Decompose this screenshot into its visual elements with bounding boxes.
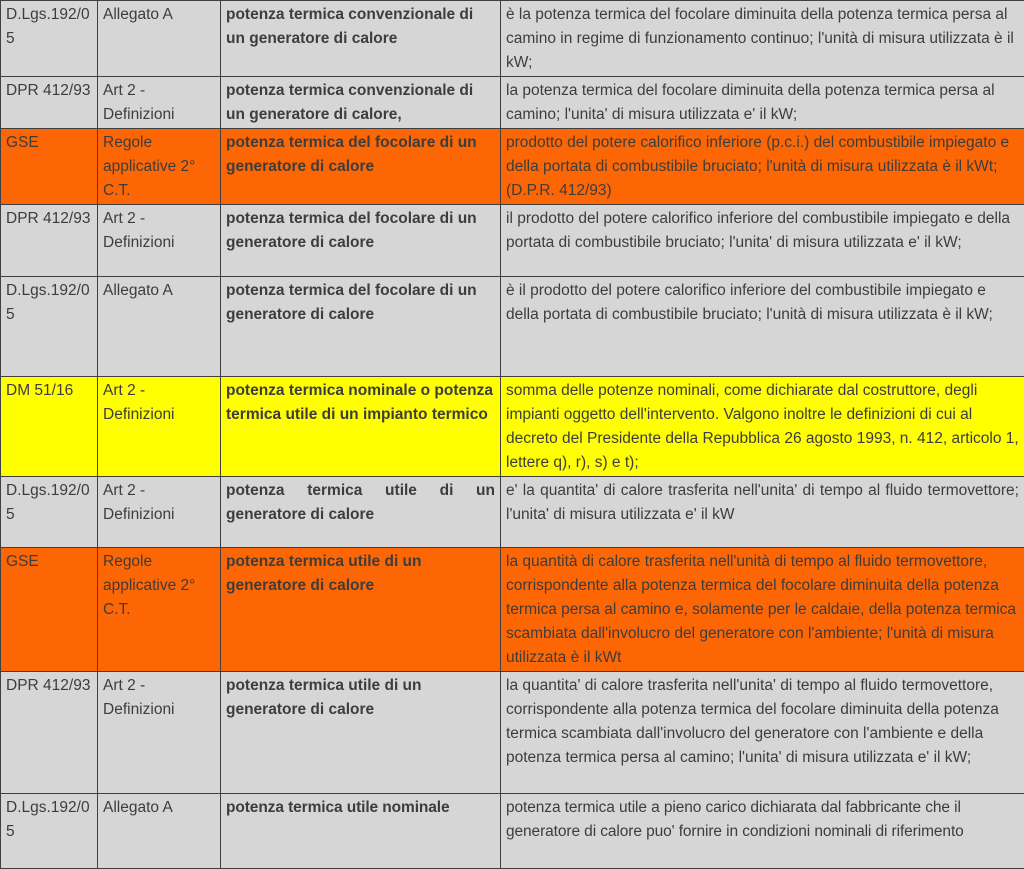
cell-term: potenza termica utile di un generatore di calore [221, 548, 501, 672]
cell-definition: il prodotto del potere calorifico inferiore del combustibile impiegato e della portata di combustibile bruciato; l'unita' di misura utilizzata e' il kW; [501, 205, 1024, 277]
cell-term: potenza termica utile di un generatore di calore [221, 672, 501, 794]
cell-definition: potenza termica utile a pieno carico dichiarata dal fabbricante che il generatore di calore puo' fornire in condizioni nominali di riferimento [501, 794, 1024, 869]
cell-source: DM 51/16 [1, 377, 98, 477]
table-row [1, 377, 1024, 477]
table-row [1, 205, 1024, 277]
table-row [1, 672, 1024, 794]
cell-source: D.Lgs.192/05 [1, 477, 98, 548]
cell-term: potenza termica utile nominale [221, 794, 501, 869]
cell-term: potenza termica del focolare di un generatore di calore [221, 205, 501, 277]
table-row [1, 1, 1024, 77]
cell-term: potenza termica del focolare di un generatore di calore [221, 277, 501, 377]
cell-definition: la quantita' di calore trasferita nell'unita' di tempo al fluido termovettore, corrispondente alla potenza termica del focolare diminuita della potenza termica scambiata dall'involucro del generatore con l'ambiente e della potenza termica persa al camino; l'unita' di misura utilizzata e' il kW; [501, 672, 1024, 794]
cell-reference: Art 2 - Definizioni [98, 77, 221, 129]
cell-source: D.Lgs.192/05 [1, 794, 98, 869]
cell-definition: è la potenza termica del focolare diminuita della potenza termica persa al camino in regime di funzionamento continuo; l'unità di misura utilizzata è il kW; [501, 1, 1024, 77]
table-row [1, 548, 1024, 672]
cell-reference: Art 2 - Definizioni [98, 672, 221, 794]
cell-source: D.Lgs.192/05 [1, 277, 98, 377]
cell-reference: Art 2 - Definizioni [98, 205, 221, 277]
cell-definition: è il prodotto del potere calorifico inferiore del combustibile impiegato e della portata di combustibile bruciato; l'unità di misura utilizzata è il kW; [501, 277, 1024, 377]
cell-term: potenza termica convenzionale di un generatore di calore, [221, 77, 501, 129]
cell-definition: la quantità di calore trasferita nell'unità di tempo al fluido termovettore, corrispondente alla potenza termica del focolare diminuita della potenza termica persa al camino e, solamente per le caldaie, della potenza termica scambiata dall'involucro del generatore con l'ambiente; l'unità di misura utilizzata è il kWt [501, 548, 1024, 672]
cell-definition: la potenza termica del focolare diminuita della potenza termica persa al camino; l'unita' di misura utilizzata e' il kW; [501, 77, 1024, 129]
table-row [1, 477, 1024, 548]
cell-reference: Allegato A [98, 1, 221, 77]
cell-reference: Allegato A [98, 277, 221, 377]
cell-definition: somma delle potenze nominali, come dichiarate dal costruttore, degli impianti oggetto dell'intervento. Valgono inoltre le definizioni di cui al decreto del Presidente della Repubblica 26 agosto 1993, n. 412, articolo 1, lettere q), r), s) e t); [501, 377, 1024, 477]
table-row [1, 277, 1024, 377]
cell-source: D.Lgs.192/05 [1, 1, 98, 77]
cell-reference: Art 2 - Definizioni [98, 477, 221, 548]
table-row [1, 794, 1024, 869]
cell-source: DPR 412/93 [1, 672, 98, 794]
cell-reference: Allegato A [98, 794, 221, 869]
cell-reference: Regole applicative 2° C.T. [98, 129, 221, 205]
cell-source: DPR 412/93 [1, 205, 98, 277]
cell-reference: Regole applicative 2° C.T. [98, 548, 221, 672]
cell-source: DPR 412/93 [1, 77, 98, 129]
cell-term: potenza termica convenzionale di un generatore di calore [221, 1, 501, 77]
cell-term: potenza termica nominale o potenza termica utile di un impianto termico [221, 377, 501, 477]
table-row [1, 129, 1024, 205]
cell-definition: e' la quantita' di calore trasferita nell'unita' di tempo al fluido termovettore; l'unita' di misura utilizzata e' il kW [501, 477, 1024, 548]
cell-term: potenza termica del focolare di un generatore di calore [221, 129, 501, 205]
cell-term: potenza termica utile di un generatore di calore [221, 477, 501, 548]
table-row [1, 77, 1024, 129]
cell-reference: Art 2 - Definizioni [98, 377, 221, 477]
cell-definition: prodotto del potere calorifico inferiore (p.c.i.) del combustibile impiegato e della portata di combustibile bruciato; l'unità di misura utilizzata è il kWt; (D.P.R. 412/93) [501, 129, 1024, 205]
cell-source: GSE [1, 548, 98, 672]
cell-source: GSE [1, 129, 98, 205]
